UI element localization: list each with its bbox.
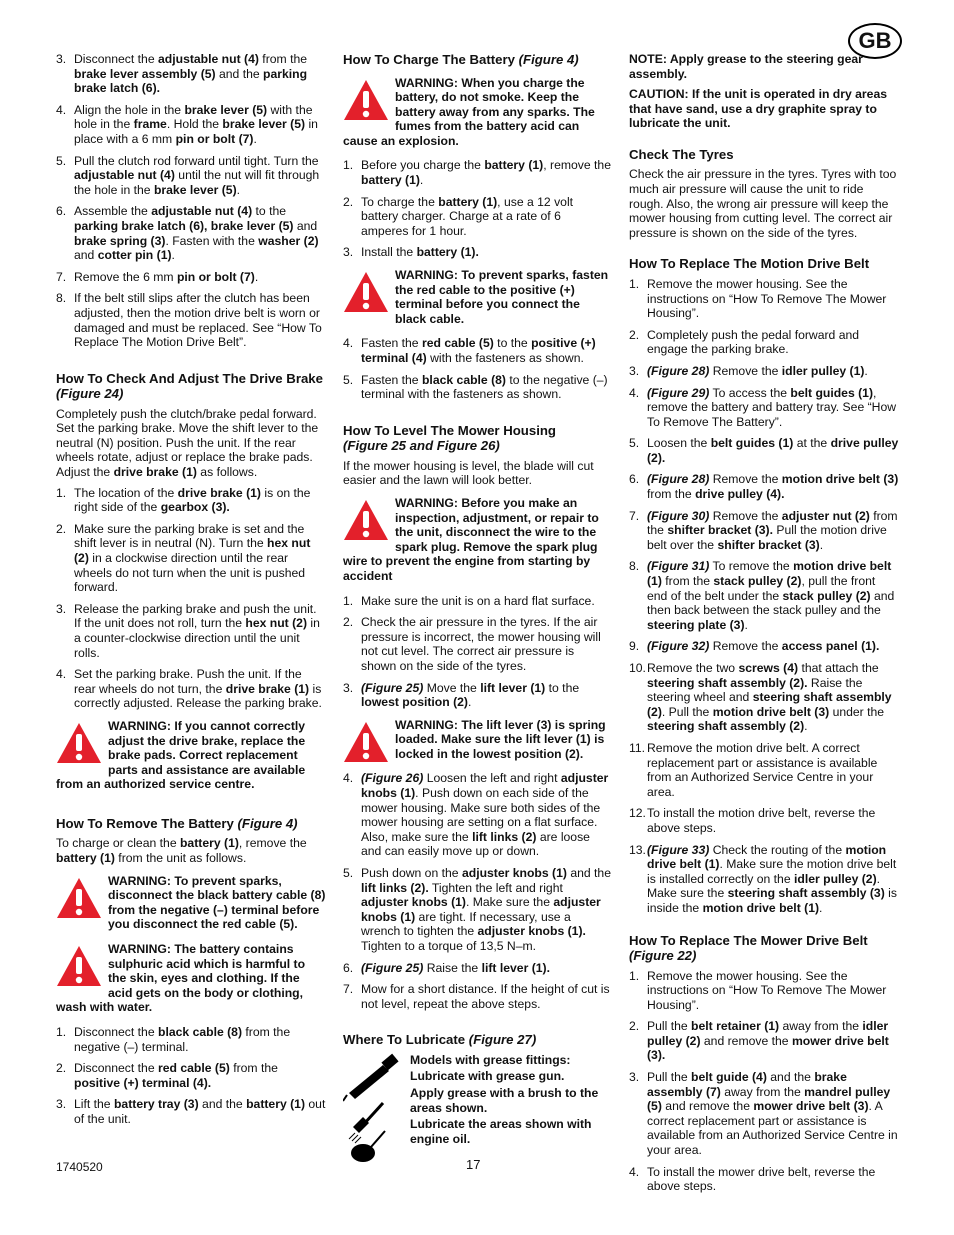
list-item-number: 2. <box>56 1061 67 1076</box>
brake-intro: Completely push the clutch/brake pedal forward. Set the parking brake. Move the shift lever to the neutral (N) position. Push the unit. If the rear wheels rotate, adjust or replace the brake pads. Adjust the drive brake (1) as follows. <box>56 406 319 480</box>
list-item <box>629 661 899 734</box>
list-item-text: Before you charge the battery (1), remove the battery (1). <box>361 158 611 188</box>
list-item-text: (Figure 25) Move the lift lever (1) to the lowest position (2). <box>361 680 580 710</box>
list-item <box>343 594 611 609</box>
list-item <box>56 1061 326 1090</box>
list-item <box>56 154 326 198</box>
list-item-text: (Figure 30) Remove the adjuster nut (2) from the shifter bracket (3). Pull the motion drive belt over the shifter bracket (3). <box>647 508 898 552</box>
list-item-text: To charge the battery (1), use a 12 volt battery charger. Charge at a rate of 6 amperes for 1 hour. <box>361 194 574 238</box>
lubrication-tools-icon <box>343 1053 403 1163</box>
heading-check-tyres: Check The Tyres <box>629 146 734 162</box>
list-item-text: (Figure 28) Remove the idler pulley (1). <box>647 363 868 378</box>
list-item-number: 10. <box>629 661 646 675</box>
oil-can-icon <box>351 1131 385 1162</box>
list-item <box>343 961 611 976</box>
list-item <box>56 667 326 711</box>
mower-belt-steps-list <box>629 969 899 1194</box>
list-item-text: (Figure 28) Remove the motion drive belt (3) from the drive pulley (4). <box>647 472 899 502</box>
warning-triangle-icon <box>56 876 102 920</box>
list-item-text: Disconnect the black cable (8) from the negative (–) terminal. <box>74 1024 291 1054</box>
list-item-number: 1. <box>629 276 640 291</box>
brush-icon <box>349 1103 383 1143</box>
list-item-number: 3. <box>629 363 640 378</box>
list-item-text: Assemble the adjustable nut (4) to the parking brake latch (6), brake lever (5) and brake spring (3). Fasten with the washer (2) and cotter pin (1). <box>74 204 319 263</box>
grease-gun-icon <box>343 1054 399 1101</box>
list-item-text: Make sure the unit is on a hard flat surface. <box>361 593 595 608</box>
clutch-steps-list <box>56 52 326 350</box>
brake-steps-list <box>56 486 326 711</box>
list-item-text: (Figure 31) To remove the motion drive belt (1) from the stack pulley (2), pull the front end of the belt under the stack pulley (2) and then back between the stack pulley and the steering plate (3). <box>647 559 895 632</box>
level-steps-list-2 <box>343 771 611 1011</box>
list-item-number: 3. <box>56 601 67 616</box>
column-3 <box>629 52 899 1201</box>
warning-triangle-icon <box>343 498 389 542</box>
list-item-text: Set the parking brake. Push the unit. If the rear wheels do not turn, the drive brake (1) is correctly adjusted. Release the parking brake. <box>74 667 322 711</box>
list-item <box>56 1097 326 1126</box>
list-item-text: Remove the mower housing. See the instructions on “How To Remove The Mower Housing”. <box>647 276 887 321</box>
list-item-text: Disconnect the red cable (5) from the positive (+) terminal (4). <box>74 1061 278 1090</box>
list-item-text: Release the parking brake and push the unit. If the unit does not roll, turn the hex nut (2) in a counter-clockwise direction until the unit rolls. <box>74 601 320 660</box>
list-item-number: 1. <box>56 485 67 500</box>
list-item-number: 11. <box>629 740 646 755</box>
list-item <box>629 472 899 501</box>
list-item-text: Remove the mower housing. See the instructions on “How To Remove The Mower Housing”. <box>647 968 887 1012</box>
list-item-number: 8. <box>629 559 640 574</box>
note-steering-grease: NOTE: Apply grease to the steering gear assembly. <box>629 52 863 81</box>
list-item <box>56 291 326 349</box>
list-item-number: 6. <box>343 960 354 975</box>
heading-mower-belt: How To Replace The Mower Drive Belt (Figure 22) <box>629 932 868 963</box>
list-item-number: 13. <box>629 842 646 857</box>
list-item <box>629 328 899 357</box>
list-item-text: Completely push the pedal forward and engage the parking brake. <box>647 327 860 357</box>
heading-charge-battery: How To Charge The Battery (Figure 4) <box>343 52 579 67</box>
warning-triangle-icon <box>343 270 389 314</box>
warning-triangle-icon <box>343 78 389 122</box>
list-item-number: 1. <box>56 1024 67 1039</box>
charge-steps-list-2 <box>343 336 611 401</box>
warning-lift-lever: WARNING: The lift lever (3) is spring loaded. Make sure the lift lever (1) is locked in the lowest position (2). <box>343 718 611 762</box>
list-item-number: 7. <box>629 508 640 523</box>
list-item <box>629 1019 899 1063</box>
column-2 <box>343 52 611 1148</box>
list-item-number: 7. <box>56 269 67 284</box>
list-item-text: Pull the clutch rod forward until tight. Turn the adjustable nut (4) until the nut will fit through the hole in the brake lever (5). <box>74 153 320 197</box>
list-item-number: 5. <box>56 153 67 168</box>
list-item-text: Align the hole in the brake lever (5) with the hole in the frame. Hold the brake lever (5) in place with a 6 mm pin or bolt (7). <box>74 102 318 146</box>
charge-steps-list-1 <box>343 158 611 260</box>
document-number: 1740520 <box>56 1160 103 1174</box>
list-item-text: Disconnect the adjustable nut (4) from the brake lever assembly (5) and the parking brake latch (6). <box>74 52 308 96</box>
list-item <box>343 336 611 365</box>
list-item <box>343 615 611 673</box>
heading-drive-brake: How To Check And Adjust The Drive Brake (Figure 24) <box>56 370 323 402</box>
warning-brake: WARNING: If you cannot correctly adjust the drive brake, replace the brake pads. Correct replacement parts and assistance are available from an authorized service centre. <box>56 718 306 792</box>
list-item-text: Fasten the black cable (8) to the negative (–) terminal with the fasteners as shown. <box>361 372 608 402</box>
warning-triangle-icon <box>56 721 102 765</box>
list-item-text: Lift the battery tray (3) and the battery (1) out of the unit. <box>74 1097 326 1126</box>
list-item <box>56 204 326 262</box>
list-item <box>629 639 899 654</box>
list-item <box>56 103 326 147</box>
list-item-number: 3. <box>629 1070 640 1085</box>
list-item-number: 2. <box>629 1019 640 1034</box>
list-item <box>343 195 611 239</box>
lube-line-2: Lubricate with grease gun. <box>410 1069 565 1084</box>
level-steps-list-1 <box>343 594 611 710</box>
list-item <box>343 158 611 187</box>
list-item-number: 6. <box>629 472 640 487</box>
list-item <box>629 1165 899 1194</box>
list-item-number: 5. <box>629 436 640 451</box>
heading-remove-battery: How To Remove The Battery (Figure 4) <box>56 815 298 831</box>
list-item-text: Make sure the parking brake is set and the shift lever is in neutral (N). Turn the hex nut (2) in a clockwise direction until the rear wheels do not turn when the unit is pushed forward. <box>74 521 311 595</box>
list-item-number: 2. <box>343 615 354 630</box>
list-item <box>343 982 611 1011</box>
heading-lubricate: Where To Lubricate (Figure 27) <box>343 1032 537 1048</box>
list-item-number: 3. <box>56 1097 67 1112</box>
list-item <box>343 866 611 954</box>
list-item <box>629 969 899 1013</box>
list-item-number: 1. <box>629 968 640 983</box>
list-item-text: Remove the 6 mm pin or bolt (7). <box>74 269 259 284</box>
tyres-text: Check the air pressure in the tyres. Tyres with too much air pressure will cause the unit to ride rough. Also, the wrong air pressure will keep the mower housing from cutting level. The correct air pressure is shown on the side of the tyres. <box>629 167 897 240</box>
level-intro: If the mower housing is level, the blade will cut easier and the lawn will look better. <box>343 458 594 488</box>
list-item <box>343 681 611 710</box>
list-item <box>629 806 899 835</box>
battery-intro: To charge or clean the battery (1), remove the battery (1) from the unit as follows. <box>56 836 307 866</box>
list-item <box>56 270 326 285</box>
list-item-number: 2. <box>56 521 67 536</box>
list-item-number: 4. <box>343 771 354 786</box>
list-item-number: 4. <box>343 336 354 351</box>
list-item <box>629 843 899 916</box>
warning-battery-sparks: WARNING: To prevent sparks, disconnect the black battery cable (8) from the negative (–) terminal before you disconnect the red cable (5). <box>56 874 326 932</box>
list-item-text: (Figure 33) Check the routing of the motion drive belt (1). Make sure the motion drive belt is installed correctly on the idler pulley (2). Make sure the steering shaft assembly (3) is inside the motion drive belt (1). <box>647 842 897 915</box>
list-item <box>343 245 611 260</box>
list-item-text: Push down on the adjuster knobs (1) and the lift links (2). Tighten the left and right adjuster knobs (1). Make sure the adjuster knobs (1) are tight. If necessary, use a wrench to tighten the adjuster knobs (1). Tighten to a torque of 13,5 N–m. <box>361 866 611 953</box>
list-item-number: 6. <box>56 204 67 219</box>
list-item-number: 2. <box>343 194 354 209</box>
list-item-number: 8. <box>56 291 67 306</box>
list-item-text: The location of the drive brake (1) is on the right side of the gearbox (3). <box>74 485 311 515</box>
list-item-text: Pull the belt retainer (1) away from the idler pulley (2) and remove the mower drive belt (3). <box>647 1019 889 1063</box>
list-item-number: 12. <box>629 806 646 821</box>
warning-triangle-icon <box>343 720 389 764</box>
list-item-number: 4. <box>629 1164 640 1179</box>
list-item <box>629 559 899 632</box>
list-item-number: 9. <box>629 639 640 654</box>
list-item-number: 2. <box>629 327 640 342</box>
warning-triangle-icon <box>56 944 102 988</box>
warning-spark-plug: WARNING: Before you make an inspection, adjustment, or repair to the unit, disconnect the wire to the spark plug. Remove the spark plug wire to prevent the engine from starting by accident <box>343 495 599 583</box>
list-item <box>629 1070 899 1158</box>
list-item-number: 3. <box>343 245 354 260</box>
list-item-number: 5. <box>343 866 354 881</box>
warning-battery-acid: WARNING: The battery contains sulphuric acid which is harmful to the skin, eyes and clothing. If the acid gets on the body or clothing, wash with water. <box>56 942 306 1015</box>
list-item-text: Mow for a short distance. If the height of cut is not level, repeat the above steps. <box>361 982 610 1011</box>
list-item-number: 1. <box>343 158 354 173</box>
list-item <box>629 509 899 553</box>
lube-line-4: Lubricate the areas shown with engine oil. <box>410 1117 592 1146</box>
list-item-number: 3. <box>56 52 67 66</box>
list-item-text: Remove the two screws (4) that attach the steering shaft assembly (2). Raise the steering wheel and steering shaft assembly (2). Pull the motion drive belt (3) under the steering shaft assembly (2). <box>647 661 892 734</box>
list-item-text: To install the motion drive belt, reverse the above steps. <box>647 806 876 835</box>
list-item-text: (Figure 32) Remove the access panel (1). <box>647 639 880 654</box>
heading-motion-belt: How To Replace The Motion Drive Belt <box>629 256 870 272</box>
list-item <box>343 373 611 402</box>
list-item-text: If the belt still slips after the clutch has been adjusted, then the motion drive belt is worn or damaged and must be replaced. See “How To Replace The Motion Drive Belt”. <box>74 291 322 350</box>
list-item <box>56 522 326 595</box>
list-item <box>629 386 899 430</box>
caution-graphite: CAUTION: If the unit is operated in dry areas that have sand, use a dry graphite spray to lubricate the unit. <box>629 87 888 131</box>
list-item-text: Pull the belt guide (4) and the brake assembly (7) away from the mandrel pulley (5) and remove the mower drive belt (3). A correct replacement part or assistance is available from an Authorized Service Centre in your area. <box>647 1070 898 1158</box>
heading-level-housing: How To Level The Mower Housing (Figure 25 and Figure 26) <box>343 422 556 454</box>
list-item-text: (Figure 29) To access the belt guides (1), remove the battery and battery tray. See “How To Remove The Battery”. <box>647 385 897 429</box>
list-item <box>56 602 326 660</box>
list-item <box>629 364 899 379</box>
page-number: 17 <box>466 1157 481 1172</box>
lube-line-1: Models with grease fittings: <box>410 1052 571 1067</box>
list-item-number: 4. <box>629 385 640 400</box>
list-item-text: Loosen the belt guides (1) at the drive pulley (2). <box>647 436 899 465</box>
list-item-text: Check the air pressure in the tyres. If the air pressure is incorrect, the mower housing will not cut level. The correct air pressure is shown on the side of the tyres. <box>361 615 601 673</box>
language-badge: GB <box>848 23 902 59</box>
battery-steps-list <box>56 1025 326 1127</box>
list-item-text: Remove the motion drive belt. A correct replacement part or assistance is available from an Authorized Service Centre in your area. <box>647 740 878 799</box>
column-1 <box>56 52 326 1134</box>
list-item-text: Install the battery (1). <box>361 245 479 260</box>
list-item <box>629 741 899 799</box>
motion-belt-steps-list <box>629 277 899 916</box>
list-item <box>56 486 326 515</box>
list-item-number: 3. <box>343 680 354 695</box>
list-item <box>56 52 326 96</box>
list-item-number: 4. <box>56 667 67 682</box>
list-item-text: (Figure 26) Loosen the left and right adjuster knobs (1). Push down on each side of the mower housing. Make sure both sides of the mower housing are setting on a flat surface. Also, make sure the lift links (2) are loose and can easily move up or down. <box>361 771 609 859</box>
list-item-text: To install the mower drive belt, reverse the above steps. <box>647 1164 876 1194</box>
list-item-text: Fasten the red cable (5) to the positive (+) terminal (4) with the fasteners as shown. <box>361 336 596 365</box>
list-item <box>629 277 899 321</box>
lubrication-legend <box>343 1053 611 1147</box>
list-item <box>629 436 899 465</box>
warning-charge-smoke: WARNING: When you charge the battery, do not smoke. Keep the battery away from any sparks. The fumes from the battery acid can cause an explosion. <box>343 75 595 148</box>
list-item-number: 4. <box>56 102 67 117</box>
list-item-number: 1. <box>343 593 354 608</box>
list-item <box>343 771 611 859</box>
list-item-number: 7. <box>343 982 354 997</box>
list-item-text: (Figure 25) Raise the lift lever (1). <box>361 960 550 975</box>
list-item-number: 5. <box>343 372 354 387</box>
list-item <box>56 1025 326 1054</box>
warning-charge-cable: WARNING: To prevent sparks, fasten the red cable to the positive (+) terminal before you connect the black cable. <box>343 268 611 326</box>
lube-line-3: Apply grease with a brush to the areas shown. <box>410 1086 599 1115</box>
